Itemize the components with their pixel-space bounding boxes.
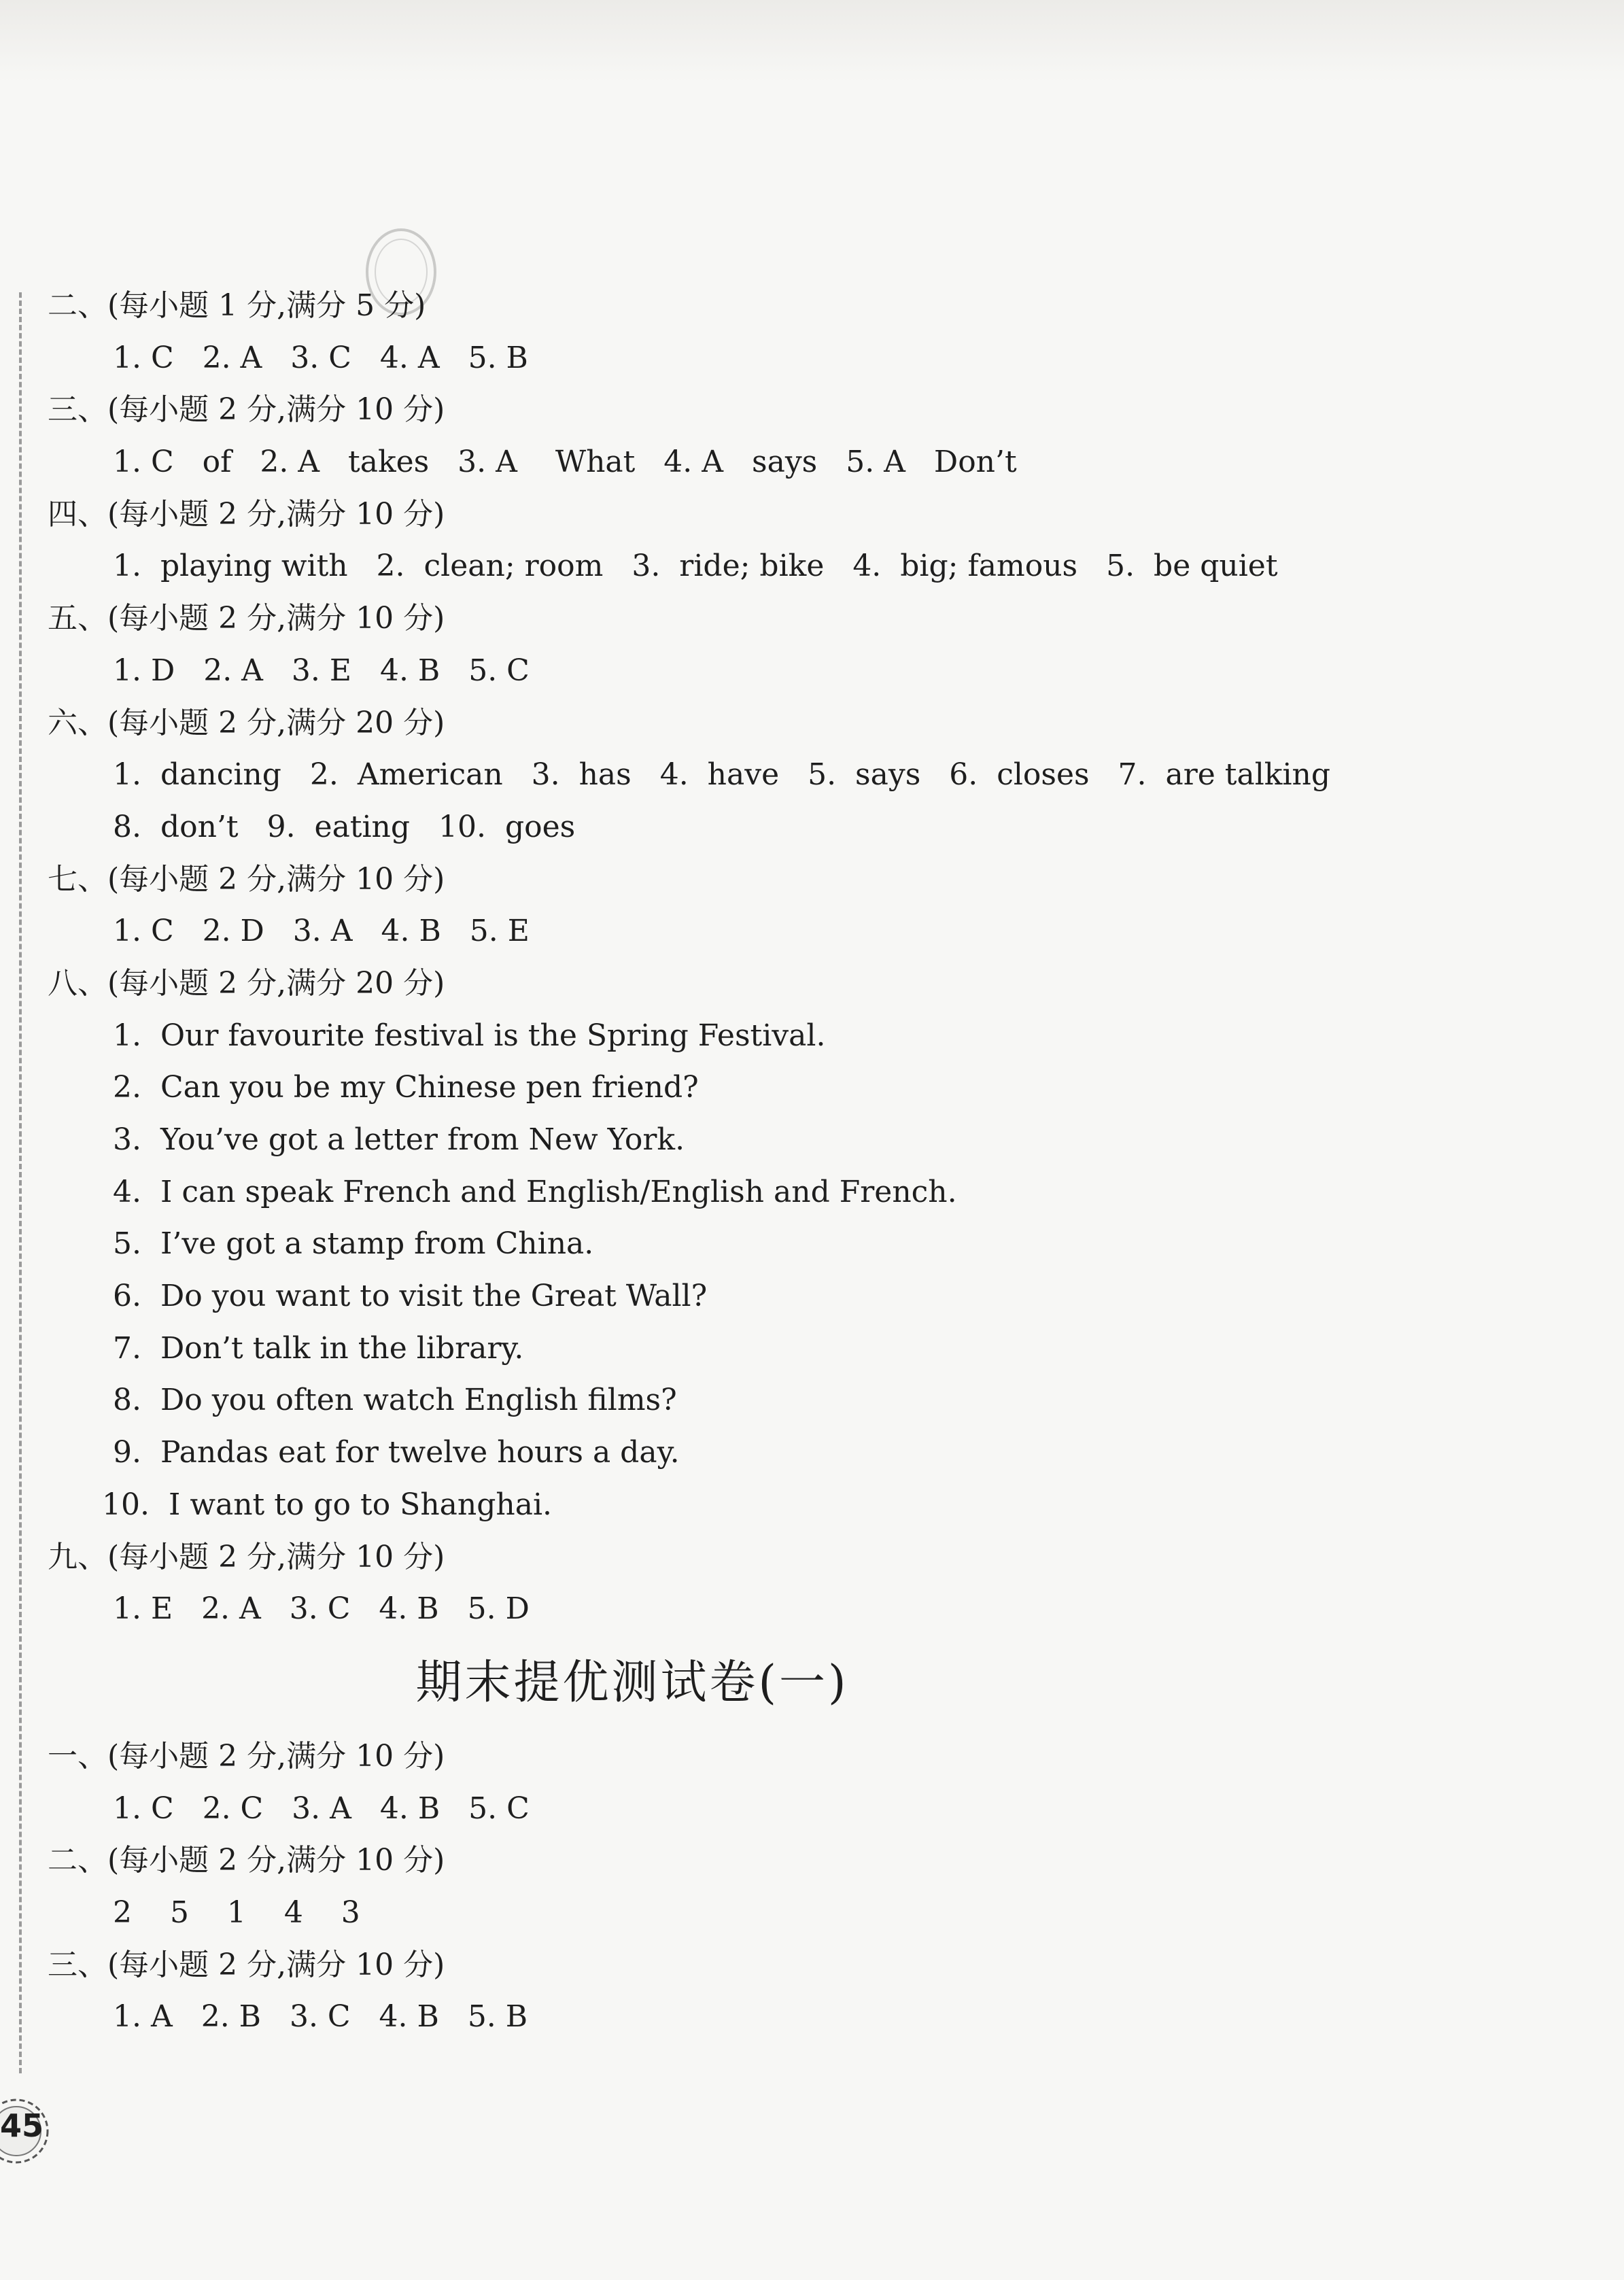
answer-line: 2. Can you be my Chinese pen friend? (113, 1070, 699, 1105)
answer-line: 8. Do you often watch English films? (113, 1383, 677, 1418)
scan-header-band (0, 0, 1624, 82)
section-heading: 六、(每小题 2 分,满分 20 分) (48, 705, 445, 740)
answer-line: 1. C of 2. A takes 3. A What 4. A says 5. A Don’t (113, 445, 1017, 480)
answer-line: 1. Our favourite festival is the Spring Festival. (113, 1018, 826, 1053)
section-heading: 二、(每小题 1 分,满分 5 分) (48, 288, 426, 323)
section-heading: 一、(每小题 2 分,满分 10 分) (48, 1738, 445, 1774)
section-heading: 九、(每小题 2 分,满分 10 分) (48, 1539, 445, 1574)
exam-title: 期末提优测试卷(一) (415, 1655, 849, 1710)
answer-line: 1. A 2. B 3. C 4. B 5. B (113, 1999, 528, 2035)
answer-line: 1. dancing 2. American 3. has 4. have 5. says 6. closes 7. are talking (113, 757, 1331, 793)
answer-line: 1. E 2. A 3. C 4. B 5. D (113, 1591, 530, 1627)
answer-line: 3. You’ve got a letter from New York. (113, 1122, 685, 1157)
page-number: 45 (0, 2107, 44, 2144)
section-heading: 五、(每小题 2 分,满分 10 分) (48, 601, 445, 636)
section-heading: 四、(每小题 2 分,满分 10 分) (48, 496, 445, 532)
answer-line: 7. Don’t talk in the library. (113, 1330, 524, 1366)
section-heading: 三、(每小题 2 分,满分 10 分) (48, 1947, 445, 1982)
answer-line: 1. D 2. A 3. E 4. B 5. C (113, 653, 530, 688)
section-heading: 二、(每小题 2 分,满分 10 分) (48, 1843, 445, 1878)
answer-line: 1. C 2. D 3. A 4. B 5. E (113, 914, 530, 949)
answer-line: 1. C 2. C 3. A 4. B 5. C (113, 1791, 530, 1826)
section-heading: 七、(每小题 2 分,满分 10 分) (48, 861, 445, 897)
section-heading: 八、(每小题 2 分,满分 20 分) (48, 965, 445, 1001)
section-heading: 三、(每小题 2 分,满分 10 分) (48, 392, 445, 428)
answer-line: 6. Do you want to visit the Great Wall? (113, 1279, 708, 1314)
answer-line: 5. I’ve got a stamp from China. (113, 1226, 594, 1262)
answer-line: 2 5 1 4 3 (113, 1895, 360, 1930)
answer-line: 1. playing with 2. clean; room 3. ride; bike 4. big; famous 5. be quiet (113, 549, 1278, 584)
answer-key-page (48, 280, 1543, 2043)
binding-margin-line (19, 292, 22, 2073)
answer-line: 9. Pandas eat for twelve hours a day. (113, 1435, 680, 1470)
answer-line: 1. C 2. A 3. C 4. A 5. B (113, 340, 528, 375)
answer-line: 4. I can speak French and English/English and French. (113, 1174, 957, 1209)
answer-line: 10. I want to go to Shanghai. (102, 1487, 553, 1522)
answer-line: 8. don’t 9. eating 10. goes (113, 809, 576, 844)
